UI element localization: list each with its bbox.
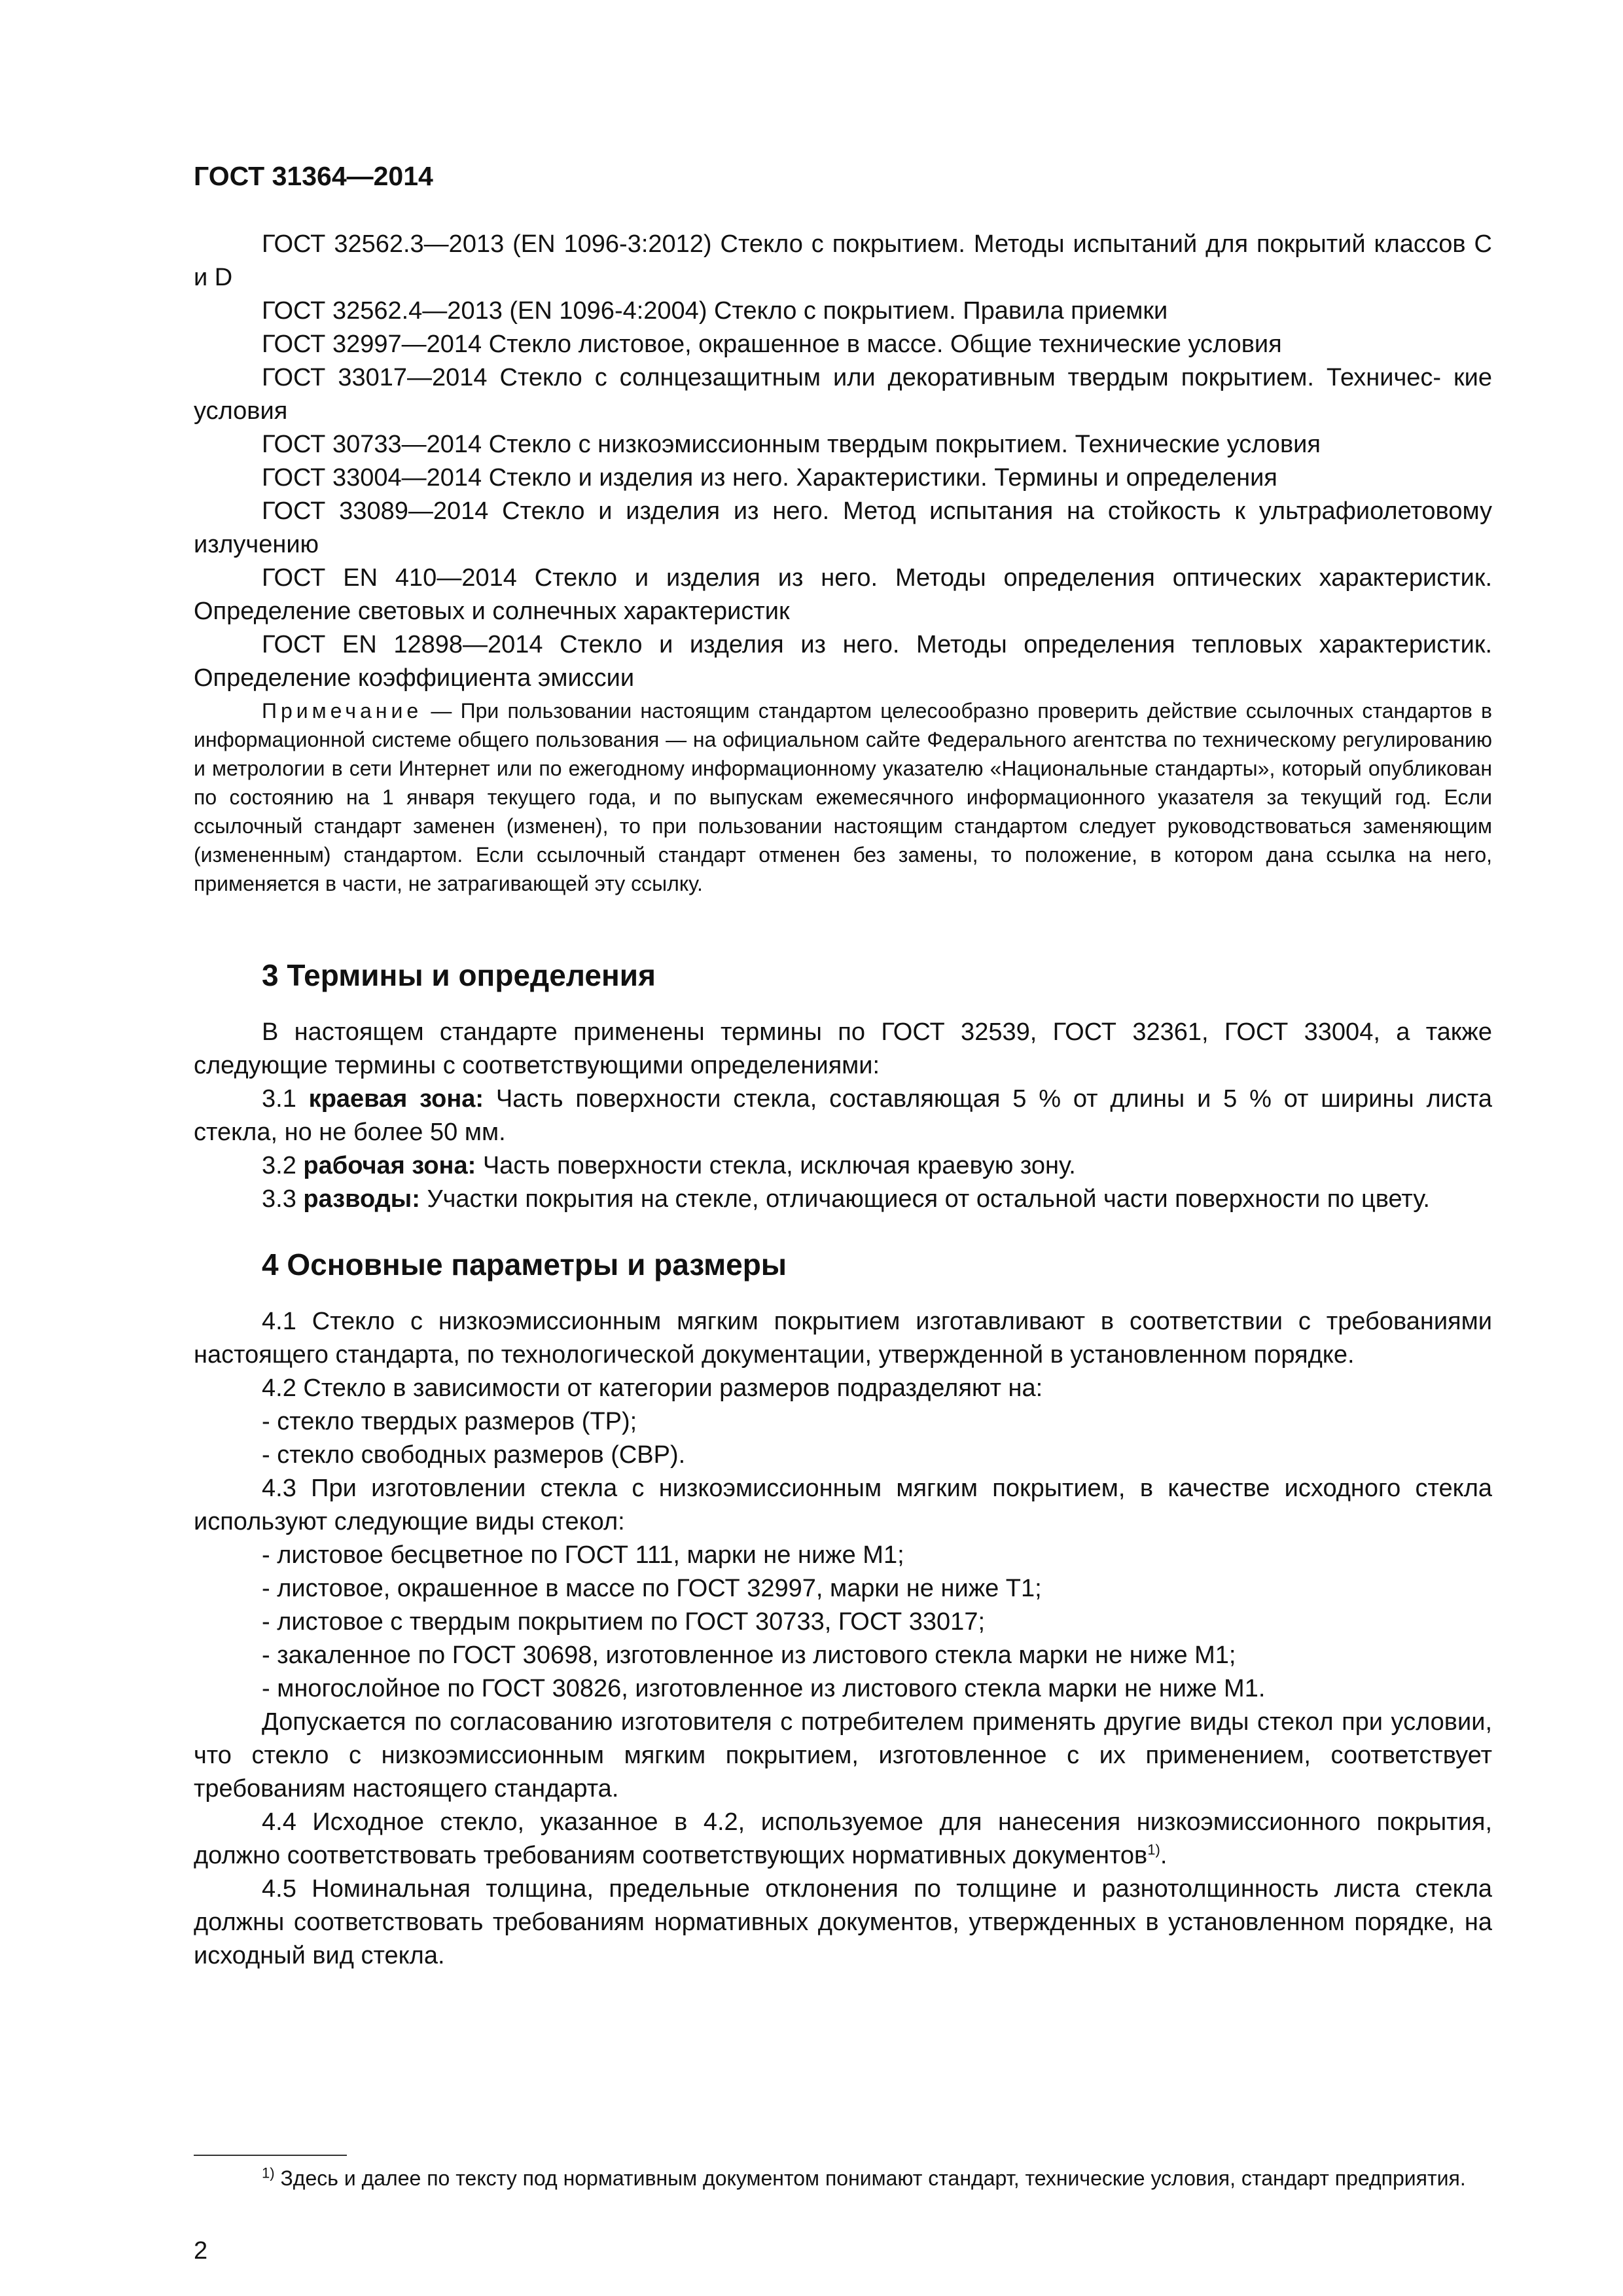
- list-item: - стекло свободных размеров (СВР).: [262, 1441, 686, 1469]
- term-definition: Участки покрытия на стекле, отличающиеся от остальной части поверхности по цвету.: [419, 1185, 1430, 1213]
- section-4-title: 4 Основные параметры и размеры: [262, 1247, 787, 1282]
- term-number: 3.2: [262, 1152, 304, 1179]
- footnote-reference: 1): [1147, 1841, 1160, 1858]
- reference-item: ГОСТ 32562.4—2013 (EN 1096-4:2004) Стекло с покрытием. Правила приемки: [262, 297, 1168, 325]
- section-3: [194, 956, 1492, 1216]
- term-3-2: [194, 1149, 1492, 1183]
- paragraph-4-4-end: .: [1160, 1842, 1168, 1869]
- reference-item: ГОСТ 30733—2014 Стекло с низкоэмиссионным твердым покрытием. Технические условия: [262, 431, 1321, 458]
- list-item: - листовое, окрашенное в массе по ГОСТ 32997, марки не ниже Т1;: [262, 1575, 1042, 1602]
- footnote-text: Здесь и далее по тексту под нормативным документом понимают стандарт, технические условия, стандарт предприятия.: [274, 2166, 1466, 2190]
- footnote-separator: [194, 2155, 347, 2156]
- footnote: [194, 2164, 1492, 2193]
- paragraph-4-1: 4.1 Стекло с низкоэмиссионным мягким покрытием изготавливают в соответствии с требованиями настоящего стандарта, по технологической документации, утвержденной в установленном порядке.: [194, 1308, 1492, 1369]
- list-item: - листовое бесцветное по ГОСТ 111, марки не ниже М1;: [262, 1541, 904, 1569]
- term-3-3: [194, 1183, 1492, 1216]
- term-name: разводы:: [303, 1185, 420, 1213]
- paragraph-4-5: 4.5 Номинальная толщина, предельные отклонения по толщине и разнотолщинность листа стекла должны соответствовать требованиям нормативных документов, утвержденных в установленном порядке, на исходный вид стекла.: [194, 1875, 1492, 1969]
- reference-item: ГОСТ 33004—2014 Стекло и изделия из него. Характеристики. Термины и определения: [262, 464, 1277, 492]
- normative-references-list: [194, 228, 1492, 695]
- note-block: [194, 696, 1492, 898]
- note-paragraph: [194, 696, 1492, 898]
- term-name: краевая зона:: [308, 1085, 484, 1113]
- paragraph-4-4-text: 4.4 Исходное стекло, указанное в 4.2, используемое для нанесения низкоэмиссионного покрытия, должно соответствовать требованиям соответствующих нормативных документов: [194, 1808, 1492, 1869]
- reference-item: ГОСТ EN 410—2014 Стекло и изделия из него. Методы определения оптических характеристик. Определение световых и солнечных характеристик: [194, 564, 1492, 625]
- paragraph-4-3-addendum: Допускается по согласованию изготовителя с потребителем применять другие виды стекол при условии, что стекло с низкоэмиссионным мягким покрытием, изготовленное с их применением, соответствует требованиям настоящего стандарта.: [194, 1708, 1492, 1803]
- paragraph-4-2: 4.2 Стекло в зависимости от категории размеров подразделяют на:: [262, 1374, 1043, 1402]
- running-header: ГОСТ 31364—2014: [194, 161, 433, 191]
- term-3-1: [194, 1083, 1492, 1149]
- term-name: рабочая зона:: [303, 1152, 476, 1179]
- term-number: 3.3: [262, 1185, 304, 1213]
- paragraph-4-4: [194, 1806, 1492, 1873]
- section-4: [194, 1245, 1492, 1973]
- reference-item: ГОСТ 32562.3—2013 (EN 1096-3:2012) Стекло с покрытием. Методы испытаний для покрытий классов C и D: [194, 230, 1492, 291]
- footnote-mark: 1): [262, 2164, 275, 2181]
- paragraph-4-3: 4.3 При изготовлении стекла с низкоэмиссионным мягким покрытием, в качестве исходного стекла используют следующие виды стекол:: [194, 1475, 1492, 1535]
- reference-item: ГОСТ 33017—2014 Стекло с солнцезащитным или декоративным твердым покрытием. Техничес- кие условия: [194, 364, 1492, 425]
- reference-item: ГОСТ 33089—2014 Стекло и изделия из него. Метод испытания на стойкость к ультрафиолетовому излучению: [194, 497, 1492, 558]
- list-item: - листовое с твердым покрытием по ГОСТ 30733, ГОСТ 33017;: [262, 1608, 986, 1636]
- reference-item: ГОСТ 32997—2014 Стекло листовое, окрашенное в массе. Общие технические условия: [262, 331, 1282, 358]
- section-3-intro: В настоящем стандарте применены термины по ГОСТ 32539, ГОСТ 32361, ГОСТ 33004, а также следующие термины с соответствующими определениями:: [194, 1018, 1492, 1079]
- term-definition: Часть поверхности стекла, составляющая 5 % от длины и 5 % от ширины листа стекла, но не более 50 мм.: [194, 1085, 1493, 1146]
- note-text: — При пользовании настоящим стандартом целесообразно проверить действие ссылочных стандартов в информационной системе общего пользования — на официальном сайте Федерального агентства по техническому регулированию и метрологии в сети Интернет или по ежегодному информационному указателю «Национальные стандарты», который опубликован по состоянию на 1 января текущего года, и по выпускам ежемесячного информационного указателя за текущий год. Если ссылочный стандарт заменен (изменен), то при пользовании настоящим стандартом следует руководствоваться заменяющим (измененным) стандартом. Если ссылочный стандарт отменен без замены, то положение, в котором дана ссылка на него, применяется в части, не затрагивающей эту ссылку.: [194, 699, 1493, 895]
- footnote-paragraph: [194, 2164, 1492, 2193]
- list-item: - многослойное по ГОСТ 30826, изготовленное из листового стекла марки не ниже М1.: [262, 1675, 1266, 1702]
- page-number: 2: [194, 2237, 208, 2265]
- section-3-title: 3 Термины и определения: [262, 958, 656, 992]
- term-number: 3.1: [262, 1085, 309, 1113]
- note-label: Примечание: [262, 699, 423, 723]
- list-item: - закаленное по ГОСТ 30698, изготовленное из листового стекла марки не ниже М1;: [262, 1641, 1236, 1669]
- term-definition: Часть поверхности стекла, исключая краевую зону.: [476, 1152, 1076, 1179]
- list-item: - стекло твердых размеров (ТР);: [262, 1408, 637, 1435]
- reference-item: ГОСТ EN 12898—2014 Стекло и изделия из него. Методы определения тепловых характеристик. Определение коэффициента эмиссии: [194, 631, 1492, 692]
